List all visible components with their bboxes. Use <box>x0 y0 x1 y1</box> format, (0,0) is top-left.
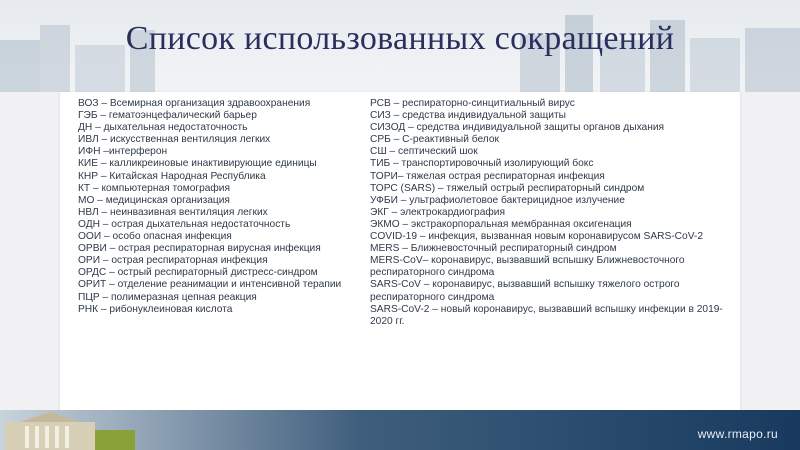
abbreviation-item: КТ – компьютерная томография <box>78 182 231 194</box>
footer-band <box>0 410 800 450</box>
abbreviation-item: ВОЗ – Всемирная организация здравоохранения <box>78 98 311 109</box>
abbreviation-item: СШ – септический шок <box>370 146 478 158</box>
abbreviation-item: МО – медицинская организация <box>78 194 230 206</box>
abbreviation-item: ОРВИ – острая респираторная вирусная инфекция <box>78 243 321 255</box>
left-abbreviation-list <box>78 98 368 316</box>
abbreviation-item: ИФН –интерферон <box>78 146 168 158</box>
abbreviation-item: ОДН – острая дыхательная недостаточность <box>78 218 291 230</box>
abbreviation-item: ЭКМО – экстракорпоральная мембранная оксигенация <box>370 218 632 230</box>
website-url: www.rmapo.ru <box>697 427 778 441</box>
abbreviation-item: КНР – Китайская Народная Республика <box>78 170 266 182</box>
abbreviation-item: ОРДС – острый респираторный дистресс-синдром <box>78 267 318 279</box>
slide-title: Список использованных сокращений <box>125 20 675 57</box>
abbreviation-item: РСВ – респираторно-синцитиальный вирус <box>370 98 575 109</box>
abbreviation-item: ТОРС (SARS) – тяжелый острый респираторный синдром <box>370 182 645 194</box>
abbreviation-item: ЭКГ – электрокардиография <box>370 206 505 218</box>
abbreviation-item: ОРИ – острая респираторная инфекция <box>78 255 268 267</box>
abbreviation-item: ИВЛ – искусственная вентиляция легких <box>78 134 271 146</box>
abbreviation-item: MERS-CoV– коронавирус, вызвавший вспышку Ближневосточного респираторного синдрома <box>370 255 685 279</box>
abbreviation-item: SARS-CoV-2 – новый коронавирус, вызвавший вспышку инфекции в 2019-2020 гг. <box>370 303 723 327</box>
abbreviation-item: СРБ – С-реактивный белок <box>370 134 499 146</box>
abbreviation-item: РНК – рибонуклеиновая кислота <box>78 303 233 315</box>
abbreviation-item: НВЛ – неинвазивная вентиляция легких <box>78 206 268 218</box>
header-banner <box>0 0 800 92</box>
abbreviations-panel <box>60 92 740 412</box>
abbreviation-item: ДН – дыхательная недостаточность <box>78 122 248 134</box>
abbreviation-item: ТОРИ– тяжелая острая респираторная инфекция <box>370 170 605 182</box>
right-abbreviation-list <box>370 98 730 328</box>
abbreviation-item: ОРИТ – отделение реанимации и интенсивной терапии <box>78 279 342 291</box>
abbreviation-item: СИЗОД – средства индивидуальной защиты органов дыхания <box>370 122 665 134</box>
abbreviation-item: УФБИ – ультрафиолетовое бактерицидное излучение <box>370 194 625 206</box>
abbreviation-item: ГЭБ – гематоэнцефалический барьер <box>78 110 257 122</box>
abbreviation-item: COVID-19 – инфекция, вызванная новым коронавирусом SARS-CoV-2 <box>370 231 703 243</box>
abbreviation-item: СИЗ – средства индивидуальной защиты <box>370 110 566 122</box>
abbreviation-item: ПЦР – полимеразная цепная реакция <box>78 291 257 303</box>
abbreviation-item: ТИБ – транспортировочный изолирующий бокс <box>370 158 594 170</box>
abbreviation-item: SARS-CoV – коронавирус, вызвавший вспышку тяжелого острого респираторного синдрома <box>370 279 680 303</box>
abbreviation-item: MERS – Ближневосточный респираторный синдром <box>370 243 617 255</box>
abbreviation-item: ООИ – особо опасная инфекция <box>78 231 232 243</box>
abbreviation-item: КИЕ – калликреиновые инактивирующие единицы <box>78 158 317 170</box>
building-image <box>0 410 150 450</box>
